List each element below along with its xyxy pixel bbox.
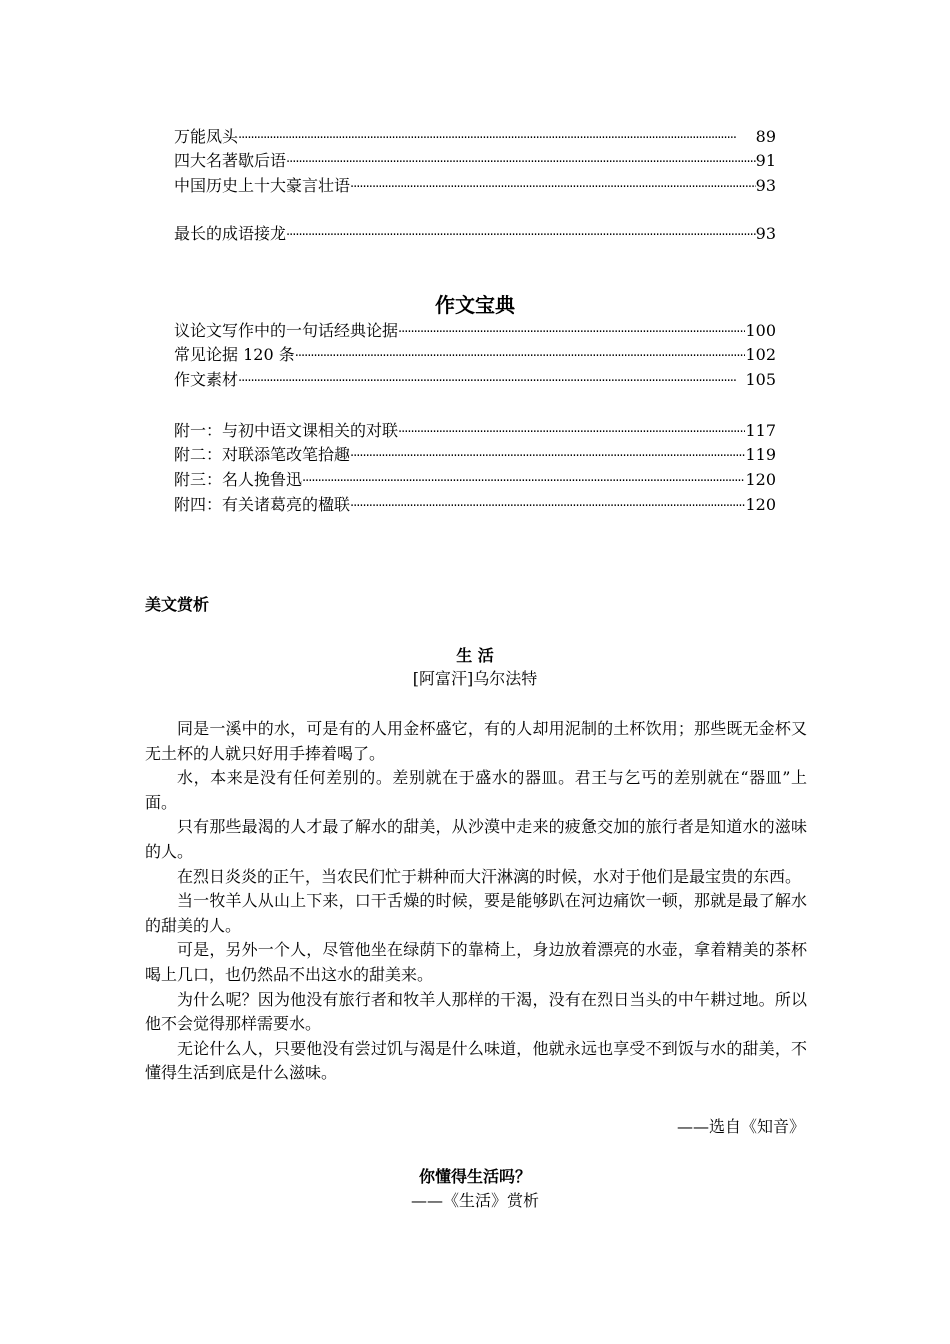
toc-entry-title: 四大名著歇后语 <box>174 151 287 170</box>
toc-entry-page: 105 <box>745 370 776 389</box>
article-paragraph: 当一牧羊人从山上下来，口干舌燥的时候，要是能够趴在河边痛饮一顿，那就是最了解水的甜美的人。 <box>145 891 807 935</box>
article-paragraph: 水，本来是没有任何差别的。差别就在于盛水的器皿。君王与乞丐的差别就在“器皿”上面。 <box>145 768 807 812</box>
article-author: [阿富汗]乌尔法特 <box>412 669 538 688</box>
toc-entry-page: 93 <box>755 224 776 243</box>
toc-entry[interactable] <box>174 494 776 518</box>
toc-leader-dots <box>350 177 756 199</box>
toc-entry-title: 作文素材 <box>174 370 239 389</box>
toc-entry-title: 议论文写作中的一句话经典论据 <box>174 321 399 340</box>
article-paragraph: 为什么呢？因为他没有旅行者和牧羊人那样的干渴，没有在烈日当头的中午耕过地。所以他不会觉得那样需要水。 <box>145 989 807 1034</box>
toc-entry-title: 附三：名人挽鲁迅 <box>174 470 303 489</box>
toc-entry-title: 附四：有关诸葛亮的楹联 <box>174 495 351 514</box>
toc-leader-dots <box>295 346 746 368</box>
toc-entry-page: 93 <box>755 176 776 195</box>
toc-entry[interactable] <box>174 126 776 150</box>
toc-entry[interactable] <box>174 175 776 199</box>
toc-entry[interactable] <box>174 420 776 444</box>
toc-entry[interactable] <box>174 320 776 344</box>
toc-entry-title: 附一：与初中语文课相关的对联 <box>174 421 399 440</box>
article-paragraph: 只有那些最渴的人才最了解水的甜美，从沙漠中走来的疲惫交加的旅行者是知道水的滋味的人。 <box>145 817 807 861</box>
section-title: 作文宝典 <box>435 293 515 317</box>
toc-entry-title: 万能凤头 <box>174 127 239 146</box>
article-paragraph: 无论什么人，只要他没有尝过饥与渴是什么味道，他就永远也享受不到饭与水的甜美，不懂得生活到底是什么滋味。 <box>145 1038 807 1083</box>
toc-leader-dots <box>350 446 745 468</box>
appreciation-heading: 美文赏析 <box>145 595 210 614</box>
toc-entry-page: 120 <box>745 495 776 514</box>
toc-entry-page: 120 <box>745 470 776 489</box>
toc-leader-dots <box>398 322 745 344</box>
toc-leader-dots <box>286 225 756 247</box>
toc-entry[interactable] <box>174 344 776 368</box>
article-source: ——选自《知音》 <box>676 1117 805 1136</box>
toc-entry[interactable] <box>174 444 776 468</box>
toc-entry-title: 附二：对联添笔改笔拾趣 <box>174 445 351 464</box>
toc-entry[interactable] <box>174 223 776 247</box>
toc-entry-title: 常见论据 120 条 <box>174 345 295 364</box>
analysis-subtitle: ——《生活》赏析 <box>410 1191 539 1210</box>
analysis-title: 你懂得生活吗？ <box>418 1167 531 1186</box>
toc-leader-dots <box>286 152 756 174</box>
toc-leader-dots <box>302 471 745 493</box>
toc-entry-page: 89 <box>755 127 776 146</box>
toc-entry-page: 100 <box>745 321 776 340</box>
toc-entry-title: 中国历史上十大豪言壮语 <box>174 176 351 195</box>
article-paragraph: 在烈日炎炎的正午，当农民们忙于耕种而大汗淋漓的时候，水对于他们是最宝贵的东西。 <box>177 866 802 886</box>
article-title: 生 活 <box>456 646 494 665</box>
toc-leader-dots <box>238 371 745 393</box>
article-body <box>145 717 807 1086</box>
article-paragraph: 可是，另外一个人，尽管他坐在绿荫下的靠椅上，身边放着漂亮的水壶，拿着精美的茶杯喝上几口，也仍然品不出这水的甜美来。 <box>145 940 807 984</box>
toc-entry-page: 102 <box>745 345 776 364</box>
toc-entry[interactable] <box>174 150 776 174</box>
toc-entry-page: 119 <box>745 445 776 464</box>
article-paragraph: 同是一溪中的水，可是有的人用金杯盛它，有的人却用泥制的土杯饮用；那些既无金杯又无土杯的人就只好用手捧着喝了。 <box>145 719 807 763</box>
toc-entry[interactable] <box>174 369 776 393</box>
toc-entry[interactable] <box>174 469 776 493</box>
toc-leader-dots <box>350 496 745 518</box>
toc-entry-title: 最长的成语接龙 <box>174 224 287 243</box>
toc-leader-dots <box>398 422 745 444</box>
toc-entry-page: 117 <box>745 421 776 440</box>
toc-leader-dots <box>238 128 756 150</box>
toc-entry-page: 91 <box>755 151 776 170</box>
